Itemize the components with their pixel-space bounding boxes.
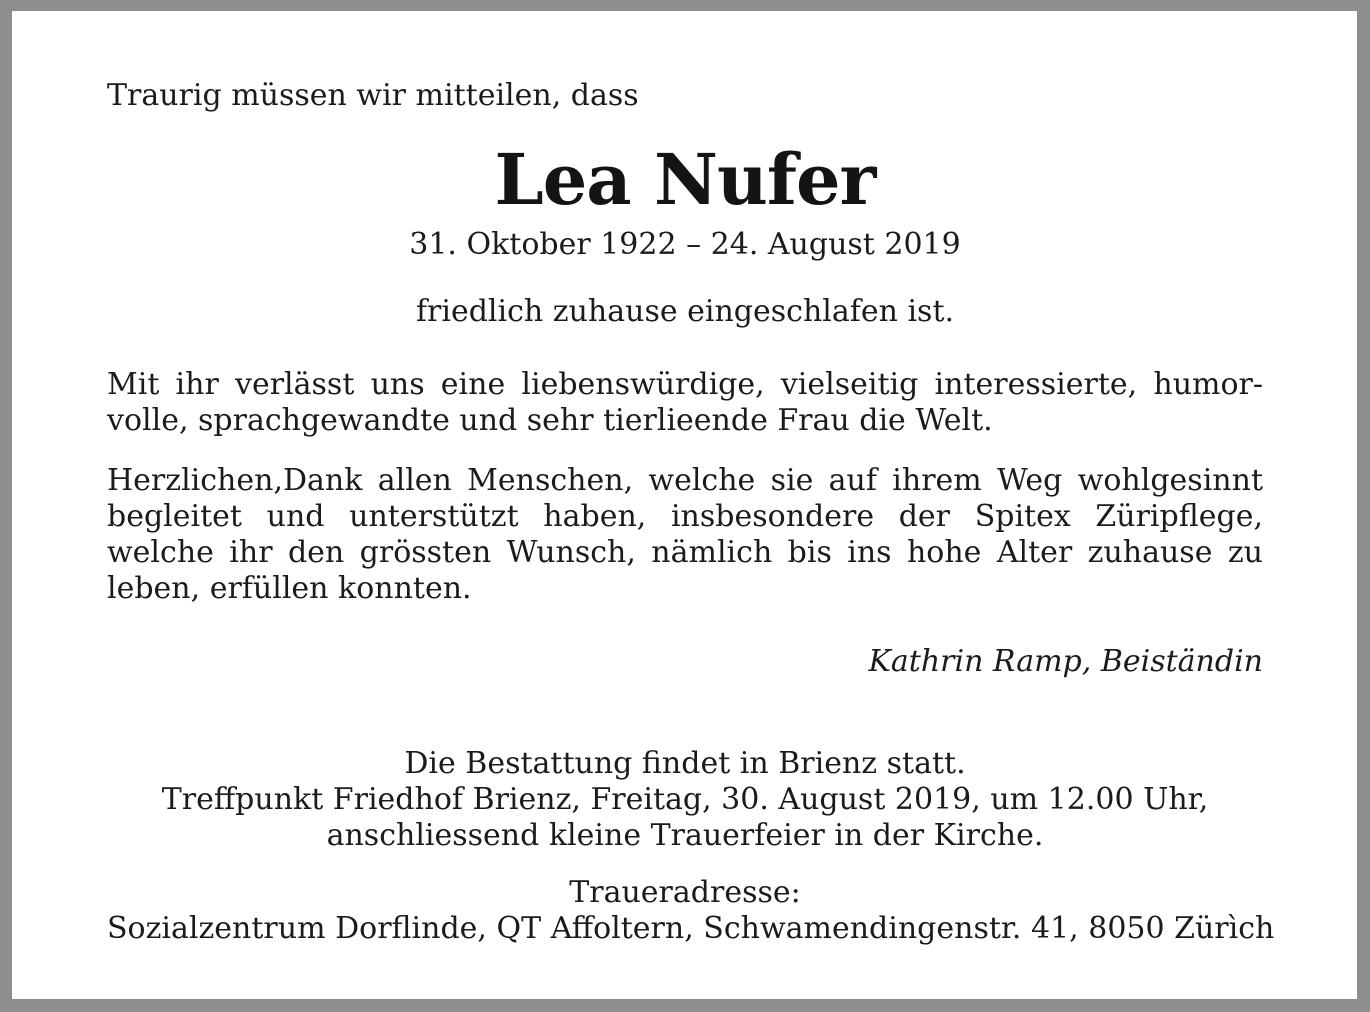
tribute-paragraph [107,367,1263,439]
signature: Kathrin Ramp, Beiständin [868,644,1263,679]
address-label: Traueradresse: [569,875,801,910]
thanks-line: begleitet und unterstützt haben, insbesondere der Spitex Züripflege, [107,499,1263,534]
thanks-paragraph [107,463,1263,607]
life-dates: 31. Oktober 1922 – 24. August 2019 [409,227,961,262]
obituary-sheet [12,11,1357,999]
thanks-line: Herzlichen,Dank allen Menschen, welche sie auf ihrem Weg wohlgesinnt [107,463,1263,498]
tribute-line: volle, sprachgewandte und sehr tierlieende Frau die Welt. [107,403,993,438]
address-value: Sozialzentrum Dorflinde, QT Affoltern, Schwamendingenstr. 41, 8050 Zürìch [107,911,1275,946]
thanks-line: welche ihr den grössten Wunsch, nämlich bis ins hohe Alter zuhause zu [107,535,1263,570]
funeral-line: Die Bestattung findet in Brienz statt. [404,746,966,781]
mourning-address [107,875,1275,947]
intro-text: Traurig müssen wir mitteilen, dass [107,78,639,113]
thanks-line: leben, erfüllen konnten. [107,571,472,606]
funeral-line: anschliessend kleine Trauerfeier in der Kirche. [326,818,1044,853]
peace-line: friedlich zuhause eingeschlafen ist. [415,294,955,329]
funeral-info [107,746,1263,854]
deceased-name: Lea Nufer [494,138,876,221]
tribute-line: Mit ihr verlässt uns eine liebenswürdige, vielseitig interessierte, humor- [107,367,1263,402]
funeral-line: Treffpunkt Friedhof Brienz, Freitag, 30. August 2019, um 12.00 Uhr, [161,782,1209,817]
